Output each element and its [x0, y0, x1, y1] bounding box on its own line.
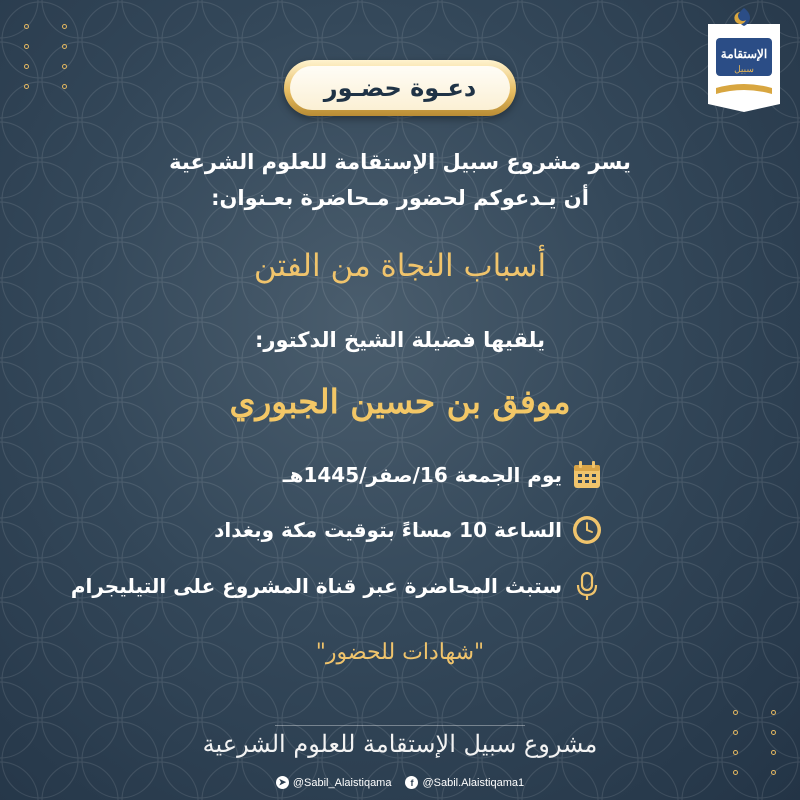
microphone-icon [570, 569, 604, 603]
detail-date [283, 457, 604, 493]
banner-title: دعـوة حضـور [323, 74, 477, 102]
facebook-icon: f [405, 776, 418, 789]
footer-project-name: مشروع سبيل الإستقامة للعلوم الشرعية [202, 730, 598, 758]
svg-text:سبيل: سبيل [734, 65, 754, 75]
speaker-name: موفق بن حسين الجبوري [229, 382, 571, 421]
telegram-link[interactable] [276, 776, 392, 789]
clock-icon [570, 513, 604, 547]
telegram-icon: ➤ [276, 776, 289, 789]
intro-line-1: يسر مشروع سبيل الإستقامة للعلوم الشرعية [169, 150, 631, 174]
dot-grid-top-left [24, 24, 74, 94]
detail-broadcast [71, 568, 604, 604]
facebook-handle: @Sabil.Alaistiqama1 [422, 776, 525, 789]
svg-text:الإستقامة: الإستقامة [720, 47, 768, 61]
broadcast-text: ستبث المحاضرة عبر قناة المشروع على التيليجرام [70, 574, 562, 598]
certificates-note: "شهادات للحضور" [315, 640, 485, 665]
invitation-banner [284, 60, 516, 116]
speaker-intro: يلقيها فضيلة الشيخ الدكتور: [255, 328, 545, 352]
footer-divider [275, 725, 525, 726]
intro-line-2: أن يـدعوكم لحضور مـحاضرة بعـنوان: [211, 186, 589, 210]
detail-time [214, 512, 604, 548]
facebook-link[interactable] [405, 776, 524, 789]
logo [700, 4, 788, 112]
date-text: يوم الجمعة 16/صفر/1445هـ [282, 463, 562, 487]
time-text: الساعة 10 مساءً بتوقيت مكة وبغداد [214, 518, 562, 542]
calendar-icon [570, 458, 604, 492]
telegram-handle: @Sabil_Alaistiqama [292, 776, 392, 789]
lecture-title: أسباب النجاة من الفتن [253, 248, 547, 284]
social-links [0, 776, 800, 789]
